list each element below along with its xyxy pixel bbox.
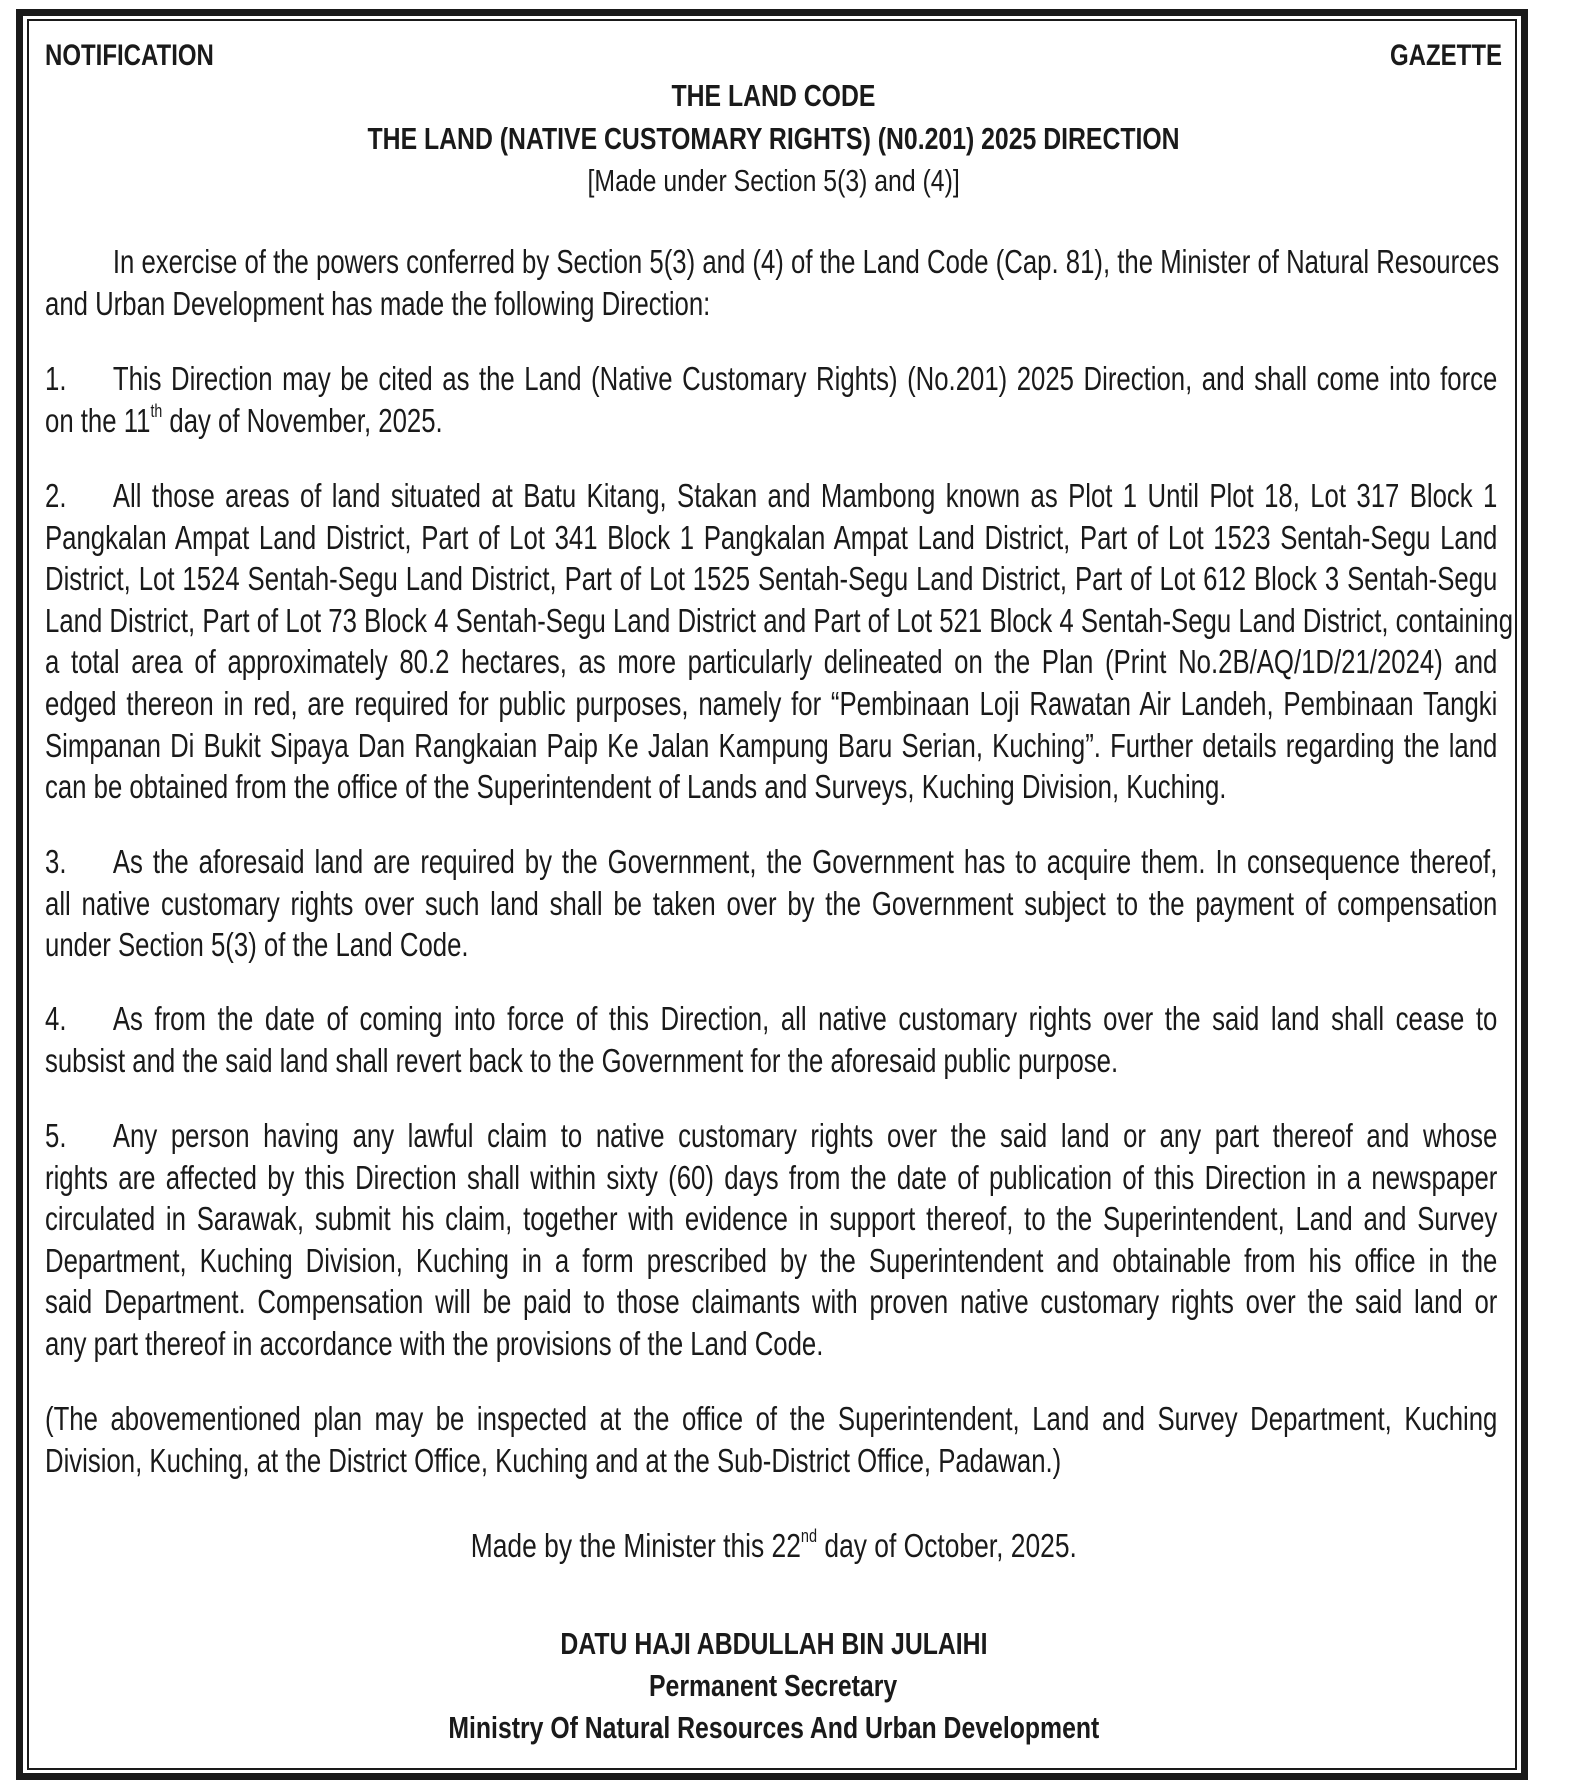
signatory-position: Permanent Secretary	[649, 1668, 898, 1703]
made-by-line-wrap	[45, 1525, 1502, 1567]
line-text: any part thereof in accordance with the provisions of the Land Code.	[45, 1325, 824, 1362]
line-text: said Department. Compensation will be paid to those claimants with proven native customary rights over the said land or	[45, 1283, 1498, 1321]
paragraph-5-line	[45, 1282, 1497, 1322]
line-text: Any person having any lawful claim to native customary rights over the said land or any part thereof and whose	[112, 1117, 1498, 1154]
signatory-ministry-wrap	[45, 1707, 1502, 1749]
paragraph-number: 2.	[45, 477, 67, 514]
line-text: on the 11th day of November, 2025.	[45, 400, 443, 439]
intro-line	[45, 284, 1497, 324]
paragraph-2-line	[45, 601, 1514, 641]
line-text: subsist and the said land shall revert back to the Government for the aforesaid public purpose.	[45, 1041, 1119, 1079]
header-left: NOTIFICATION	[45, 39, 214, 72]
line-text: As from the date of coming into force of this Direction, all native customary rights over the said land shall cease to	[112, 1000, 1498, 1037]
paragraph-number: 4.	[45, 1000, 67, 1037]
title-line-1-wrap	[45, 75, 1502, 117]
paragraph-3-line	[45, 925, 1497, 965]
paragraph-number: 3.	[45, 843, 67, 880]
header-right: GAZETTE	[1390, 39, 1502, 72]
line-text: This Direction may be cited as the Land (Native Customary Rights) (No.201) 2025 Direction, and shall come into force	[112, 360, 1498, 397]
paragraph-3-line	[45, 842, 1497, 882]
paragraph-2-line	[45, 726, 1497, 766]
paragraph-3-line	[45, 884, 1497, 924]
indent	[45, 242, 113, 282]
line-text: rights are affected by this Direction shall within sixty (60) days from the date of publication of this Direction in a newspaper	[45, 1158, 1498, 1196]
paragraph-5-line	[45, 1116, 1497, 1156]
paragraph-5-line	[45, 1158, 1497, 1198]
line-text: all native customary rights over such land shall be taken over by the Government subject to the payment of compensation	[45, 884, 1498, 922]
line-text: Simpanan Di Bukit Sipaya Dan Rangkaian Paip Ke Jalan Kampung Baru Serian, Kuching”. Further details regarding the land	[45, 726, 1498, 764]
line-text: All those areas of land situated at Batu Kitang, Stakan and Mambong known as Plot 1 Until Plot 18, Lot 317 Block 1	[112, 477, 1498, 514]
paragraph-5-line	[45, 1324, 1497, 1364]
note-line	[45, 1399, 1497, 1439]
paragraph-1-line	[45, 359, 1497, 399]
intro-line	[45, 242, 1500, 282]
note-line	[45, 1441, 1497, 1481]
paragraph-2-line	[45, 476, 1497, 516]
paragraph-4-line	[45, 999, 1497, 1039]
title-line-3-wrap	[45, 160, 1502, 202]
paragraph-5-line	[45, 1241, 1497, 1281]
line-text: under Section 5(3) of the Land Code.	[45, 926, 469, 964]
line-text: In exercise of the powers conferred by Section 5(3) and (4) of the Land Code (Cap. 81), the Minister of Natural Resources	[112, 243, 1500, 280]
paragraph-2-line	[45, 518, 1497, 558]
title-line-3: [Made under Section 5(3) and (4)]	[587, 163, 960, 198]
paragraph-2-line	[45, 767, 1497, 807]
signatory-name: DATU HAJI ABDULLAH BIN JULAIHI	[559, 1626, 988, 1661]
paragraph-2-line	[45, 559, 1497, 599]
made-by-line: Made by the Minister this 22nd day of October, 2025.	[470, 1526, 1077, 1564]
paragraph-1-line	[45, 401, 1497, 441]
line-text: District, Lot 1524 Sentah-Segu Land District, Part of Lot 1525 Sentah-Segu Land District, Part of Lot 612 Block 3 Sentah-Segu	[45, 560, 1498, 598]
line-text: edged thereon in red, are required for public purposes, namely for “Pembinaan Loji Rawatan Air Landeh, Pembinaan Tangki	[45, 685, 1498, 722]
line-text: circulated in Sarawak, submit his claim, together with evidence in support thereof, to the Superintendent, Land and Survey	[45, 1200, 1498, 1238]
paragraph-4-line	[45, 1041, 1497, 1081]
line-text: Division, Kuching, at the District Office, Kuching and at the Sub-District Office, Padawan.)	[45, 1441, 1062, 1479]
signatory-position-wrap	[45, 1665, 1502, 1707]
paragraph-number: 1.	[45, 360, 67, 397]
title-line-2-wrap	[45, 118, 1502, 160]
line-text: As the aforesaid land are required by the Government, the Government has to acquire them. In consequence thereof,	[112, 843, 1498, 880]
title-line-1: THE LAND CODE	[671, 78, 876, 113]
paragraph-2-line	[45, 642, 1497, 682]
superscript: th	[150, 400, 163, 421]
signatory-ministry: Ministry Of Natural Resources And Urban Development	[448, 1710, 1099, 1745]
line-text: (The abovementioned plan may be inspected at the office of the Superintendent, Land and Survey Department, Kuching	[45, 1400, 1498, 1437]
superscript: nd	[800, 1526, 817, 1547]
line-text: and Urban Development has made the following Direction:	[45, 284, 711, 322]
line-text: Land District, Part of Lot 73 Block 4 Sentah-Segu Land District and Part of Lot 521 Block 4 Sentah-Segu Land District, containing	[45, 601, 1514, 639]
line-text: Department, Kuching Division, Kuching in a form prescribed by the Superintendent and obtainable from his office in the	[45, 1241, 1498, 1279]
title-line-2: THE LAND (NATIVE CUSTOMARY RIGHTS) (N0.201) 2025 DIRECTION	[367, 121, 1180, 156]
line-text: a total area of approximately 80.2 hectares, as more particularly delineated on the Plan (Print No.2B/AQ/1D/21/2024) and	[45, 643, 1498, 681]
line-text: Pangkalan Ampat Land District, Part of Lot 341 Block 1 Pangkalan Ampat Land District, Part of Lot 1523 Sentah-Segu Land	[45, 518, 1498, 556]
signatory-name-wrap	[45, 1623, 1502, 1665]
line-text: can be obtained from the office of the Superintendent of Lands and Surveys, Kuching Division, Kuching.	[45, 768, 1227, 806]
paragraph-5-line	[45, 1199, 1497, 1239]
paragraph-number: 5.	[45, 1117, 67, 1154]
paragraph-2-line	[45, 684, 1497, 724]
